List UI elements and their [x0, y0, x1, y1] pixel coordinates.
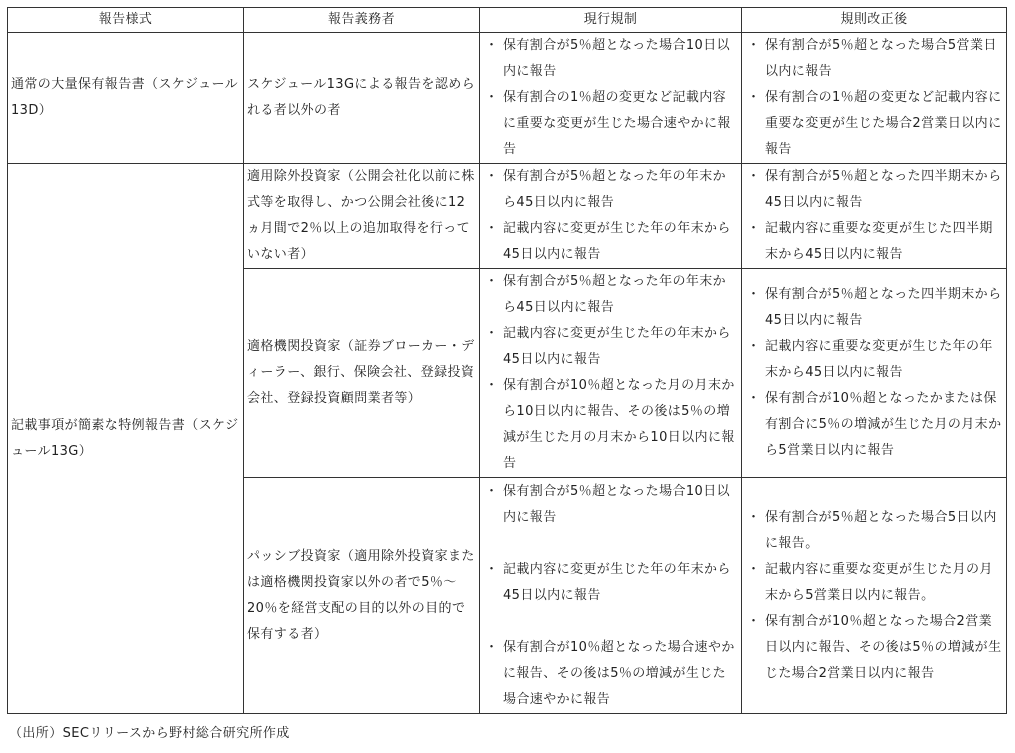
table-row [8, 33, 1007, 164]
bullet-icon: ・ [485, 378, 499, 393]
current-rule-cell [480, 33, 742, 164]
table-row [8, 164, 1007, 269]
list-item: ・ 保有割合が5％超となった四半期末から45日以内に報告 [745, 164, 1003, 216]
bullet-icon: ・ [485, 221, 499, 236]
bullet-icon: ・ [485, 639, 499, 655]
list-item: ・ 保有割合が5％超となった場合10日以内に報告 [483, 479, 738, 531]
revised-rule-cell [742, 33, 1007, 164]
obligor-cell: 適格機関投資家（証券ブローカー・ディーラー、銀行、保険会社、登録投資会社、登録投資顧問業者等） [244, 269, 480, 478]
bullet-icon: ・ [485, 169, 499, 184]
header-format: 報告様式 [8, 8, 244, 33]
list-item: ・ 保有割合が5％超となった場合10日以内に報告 [483, 33, 738, 85]
bullet-list [745, 505, 1003, 687]
bullet-list [745, 33, 1003, 163]
current-rule-cell [480, 164, 742, 269]
obligor-cell: スケジュール13Gによる報告を認められる者以外の者 [244, 33, 480, 164]
bullet-icon: ・ [485, 561, 499, 577]
header-row [8, 8, 1007, 33]
current-rule-cell [480, 478, 742, 714]
bullet-icon: ・ [747, 391, 761, 406]
bullet-icon: ・ [485, 38, 499, 53]
bullet-list [745, 164, 1003, 268]
bullet-list [483, 164, 738, 268]
list-item: ・ 保有割合が5％超となった年の年末から45日以内に報告 [483, 269, 738, 321]
list-item: ・ 記載内容に変更が生じた年の年末から45日以内に報告 [483, 557, 738, 609]
list-item: ・ 保有割合が10％超となったかまたは保有割合に5％の増減が生じた月の月末から5営業日以内に報告 [745, 386, 1003, 464]
list-item: ・ 保有割合が5％超となった場合5営業日以内に報告 [745, 33, 1003, 85]
bullet-list [483, 33, 738, 163]
header-revised-rule: 規則改正後 [742, 8, 1007, 33]
bullet-icon: ・ [747, 509, 761, 525]
obligor-cell: 適用除外投資家（公開会社化以前に株式等を取得し、かつ公開会社後に12ヵ月間で2％以上の追加取得を行っていない者） [244, 164, 480, 269]
revised-rule-cell [742, 269, 1007, 478]
bullet-list [745, 282, 1003, 464]
list-item: ・ 記載内容に変更が生じた年の年末から45日以内に報告 [483, 321, 738, 373]
list-item: ・ 保有割合が10％超となった場合2営業日以内に報告、その後は5％の増減が生じた場合2営業日以内に報告 [745, 609, 1003, 687]
bullet-icon: ・ [747, 613, 761, 629]
bullet-list [483, 479, 738, 713]
bullet-icon: ・ [485, 483, 499, 499]
bullet-list [483, 269, 738, 477]
bullet-icon: ・ [747, 169, 761, 184]
list-item: ・ 保有割合の1％超の変更など記載内容に重要な変更が生じた場合速やかに報告 [483, 85, 738, 163]
bullet-icon: ・ [485, 90, 499, 105]
bullet-icon: ・ [747, 90, 761, 105]
regulation-table [7, 7, 1007, 714]
bullet-icon: ・ [747, 339, 761, 354]
obligor-cell: パッシブ投資家（適用除外投資家または適格機関投資家以外の者で5％～20％を経営支配の目的以外の目的で保有する者） [244, 478, 480, 714]
bullet-icon: ・ [747, 561, 761, 577]
bullet-icon: ・ [747, 38, 761, 53]
source-note: （出所）SECリリースから野村総合研究所作成 [9, 726, 290, 741]
revised-rule-cell [742, 164, 1007, 269]
revised-rule-cell [742, 478, 1007, 714]
list-item: ・ 保有割合が5％超となった場合5日以内に報告。 [745, 505, 1003, 557]
format-cell-13d: 通常の大量保有報告書（スケジュール13D） [8, 33, 244, 164]
list-item: ・ 保有割合が5％超となった四半期末から45日以内に報告 [745, 282, 1003, 334]
list-item: ・ 記載内容に変更が生じた年の年末から45日以内に報告 [483, 216, 738, 268]
format-cell-13g: 記載事項が簡素な特例報告書（スケジュール13G） [8, 164, 244, 714]
header-obligor: 報告義務者 [244, 8, 480, 33]
bullet-icon: ・ [485, 326, 499, 341]
list-item: ・ 保有割合が10％超となった月の月末から10日以内に報告、その後は5％の増減が生じた月の月末から10日以内に報告 [483, 373, 738, 477]
list-item: ・ 保有割合が10％超となった場合速やかに報告、その後は5％の増減が生じた場合速やかに報告 [483, 635, 738, 713]
list-item: ・ 記載内容に重要な変更が生じた年の年末から45日以内に報告 [745, 334, 1003, 386]
bullet-icon: ・ [747, 287, 761, 302]
list-item: ・ 記載内容に重要な変更が生じた四半期末から45日以内に報告 [745, 216, 1003, 268]
list-item: ・ 保有割合の1％超の変更など記載内容に重要な変更が生じた場合2営業日以内に報告 [745, 85, 1003, 163]
header-current-rule: 現行規制 [480, 8, 742, 33]
list-item: ・ 保有割合が5％超となった年の年末から45日以内に報告 [483, 164, 738, 216]
list-item: ・ 記載内容に重要な変更が生じた月の月末から5営業日以内に報告。 [745, 557, 1003, 609]
bullet-icon: ・ [747, 221, 761, 236]
bullet-icon: ・ [485, 274, 499, 289]
current-rule-cell [480, 269, 742, 478]
